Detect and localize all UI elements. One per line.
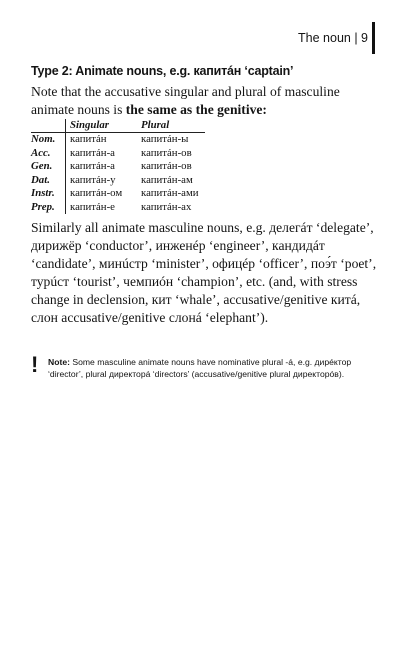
note-label: Note: (48, 357, 70, 367)
table-row (31, 160, 205, 174)
singular-form: капитáн-а (66, 147, 138, 161)
plural-form: капитáн-ам (141, 173, 193, 186)
plural-form: капитáн-ов (141, 160, 192, 172)
plural-form: капитáн-ы (141, 133, 189, 145)
singular-form: капитáн-е (66, 201, 138, 215)
plural-form: капитáн-ами (141, 187, 199, 199)
intro-bold-text: the same as the genitive: (125, 102, 267, 117)
singular-form: капитáн-а (66, 160, 138, 174)
case-label: Instr. (31, 187, 55, 199)
case-label: Nom. (31, 133, 56, 145)
intro-text: Note that the accusative singular and plural of masculine animate nouns is (31, 84, 340, 117)
singular-form: капитáн-ом (66, 187, 138, 201)
note-box (31, 352, 381, 380)
table-row (31, 174, 205, 188)
header-rule (372, 22, 375, 54)
table-header-singular: Singular (66, 119, 138, 133)
note-text: Some masculine animate nouns have nominative plural -á, e.g. дирéктор ‘director’, plural директорá ‘directors’ (accusative/genitive plural директорóв). (48, 357, 352, 379)
plural-form: капитáн-ов (141, 146, 192, 159)
case-label: Gen. (31, 160, 53, 172)
table-row (31, 201, 205, 215)
similarly-paragraph: Similarly all animate masculine nouns, e.g. делегáт ‘delegate’, дирижёр ‘conductor’, инженéр ‘engineer’, кандидáт ‘candidate’, минúстр ‘minister’, офицéр ‘officer’, поэ́т ‘poet’, турúст ‘tourist’, чемпиóн ‘champion’, etc. (and, with stress change in declension, кит ‘whale’, accusative/genitive китá, слон accusative/genitive слонá ‘elephant’). (31, 220, 377, 325)
note-body (48, 356, 381, 380)
plural-form: капитáн-ах (141, 200, 192, 213)
case-label: Prep. (31, 200, 55, 213)
section-heading: Type 2: Animate nouns, e.g. капитáн ‘captain’ (31, 64, 294, 78)
table-row (31, 133, 205, 147)
table-header-row (31, 119, 205, 133)
running-title: The noun | 9 (298, 31, 368, 45)
singular-form: капитáн-у (66, 174, 138, 188)
case-label: Acc. (31, 146, 51, 159)
table-row (31, 147, 205, 161)
declension-table (31, 119, 205, 214)
table-header-plural: Plural (137, 119, 205, 133)
case-label: Dat. (31, 173, 50, 186)
running-header (298, 22, 375, 54)
table-header-case (31, 119, 66, 133)
intro-paragraph (31, 83, 381, 119)
exclamation-icon: ! (31, 352, 39, 377)
table-row (31, 187, 205, 201)
singular-form: капитáн (66, 133, 138, 147)
